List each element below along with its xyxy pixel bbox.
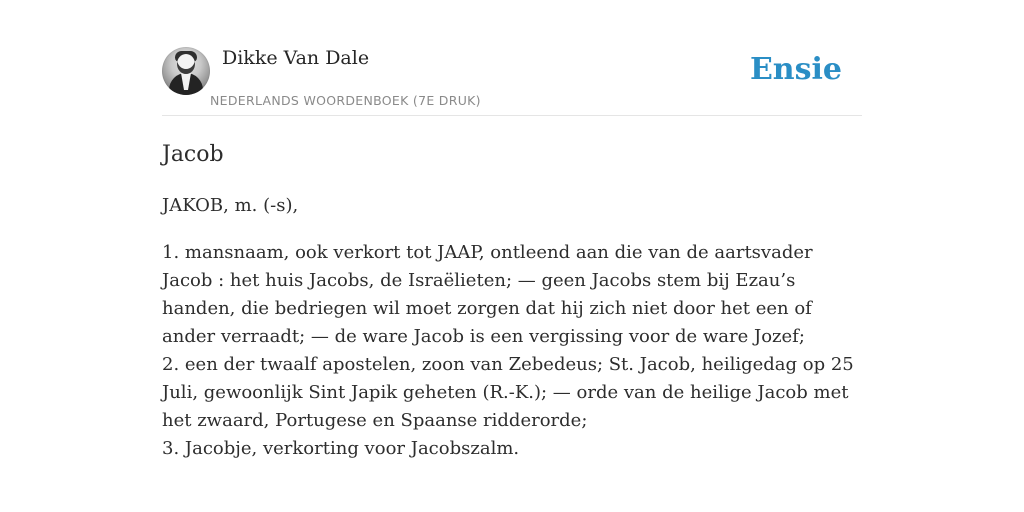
page-title: Jacob	[162, 142, 224, 167]
definition-list	[162, 239, 862, 463]
portrait-photo-icon	[177, 54, 195, 74]
definition-item: 1. mansnaam, ook verkort tot JAAP, ontleend aan die van de aartsvader Jacob : het huis Jacobs, de Israëlieten; — geen Jacobs stem bij Ezau’s handen, die bedriegen wil moet zorgen dat hij zich niet door het een of ander verraadt; — de ware Jacob is een vergissing voor de ware Jozef;	[162, 242, 813, 347]
header	[162, 0, 862, 116]
dictionary-label: NEDERLANDS WOORDENBOEK (7E DRUK)	[210, 93, 481, 108]
page-container	[162, 0, 862, 512]
definition-item: 3. Jacobje, verkorting voor Jacobszalm.	[162, 438, 520, 459]
entry-headword-line: JAKOB, m. (-s),	[162, 195, 299, 216]
definition-item: 2. een der twaalf apostelen, zoon van Zebedeus; St. Jacob, heiligedag op 25 Juli, gewoonlijk Sint Japik geheten (R.-K.); — orde van de heilige Jacob met het zwaard, Portugese en Spaanse ridderorde;	[162, 354, 854, 431]
ensie-logo-link[interactable]: Ensie	[749, 52, 842, 87]
author-name-link[interactable]: Dikke Van Dale	[222, 47, 370, 69]
author-avatar[interactable]	[162, 47, 210, 95]
